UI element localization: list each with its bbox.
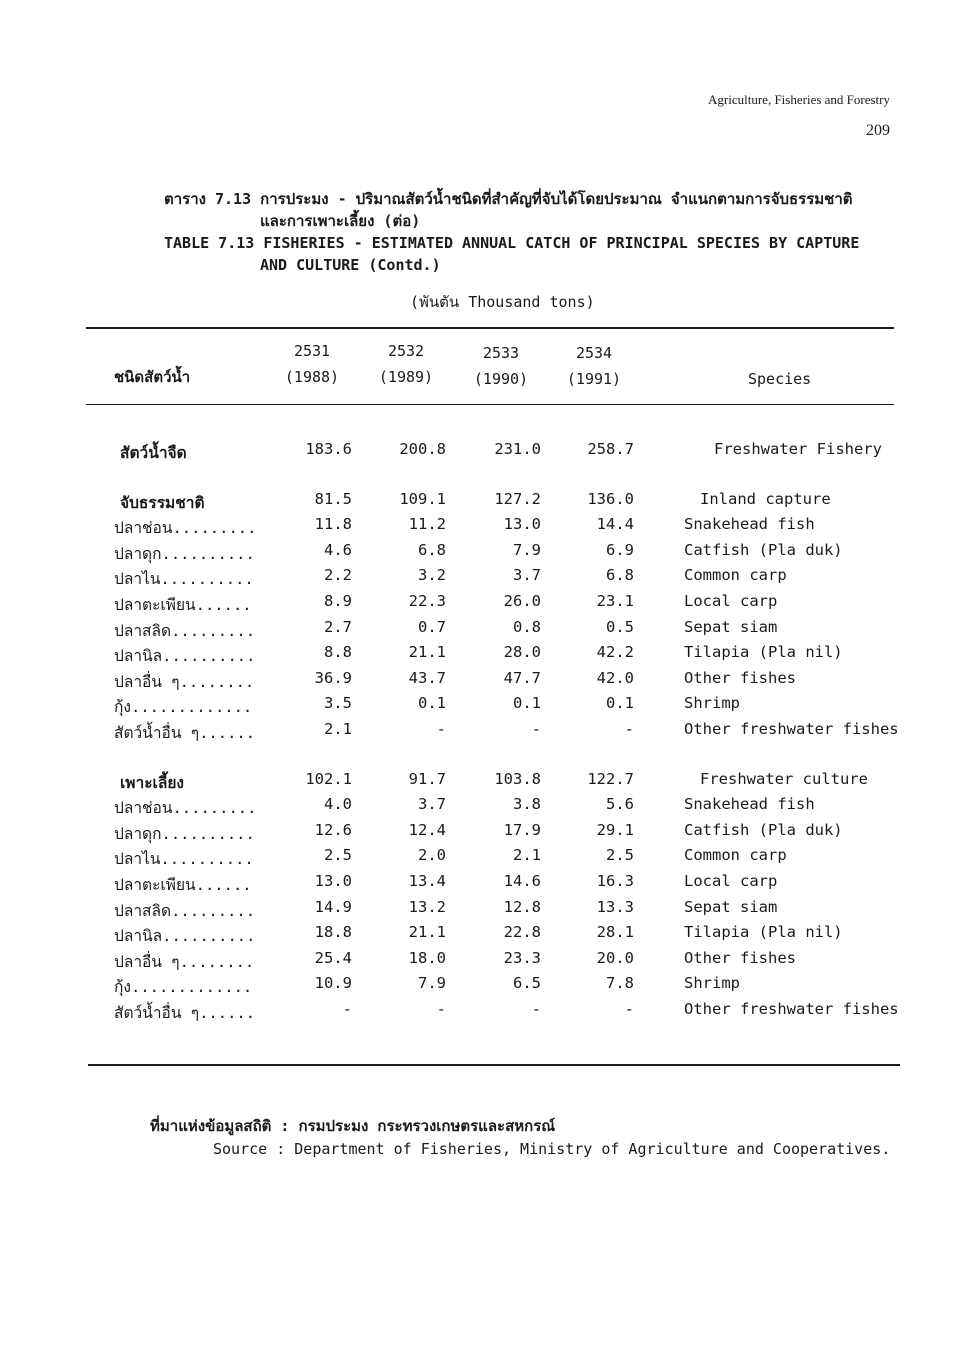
row-species-label: Snakehead fish xyxy=(684,515,815,534)
row-thai-label: เพาะเลี้ยง xyxy=(120,773,184,792)
table-row xyxy=(0,643,966,669)
value-1988: 8.9 xyxy=(324,591,352,610)
row-thai-label: ปลาอื่น ๆ........ xyxy=(114,952,255,971)
title-thai-line1: ตาราง 7.13 การประมง - ปริมาณสัตว์น้ำชนิดที่สำคัญที่จับได้โดยประมาณ จำแนกตามการจับธรรมชาติ xyxy=(164,190,853,208)
value-1991: 6.8 xyxy=(606,566,634,585)
source-english: Source : Department of Fisheries, Ministry of Agriculture and Cooperatives. xyxy=(213,1140,891,1158)
value-1991: 14.4 xyxy=(596,515,634,534)
table-row xyxy=(0,720,966,746)
column-head-year-4: 2534 (1991) xyxy=(566,344,622,388)
value-1990: 47.7 xyxy=(503,668,541,687)
value-1988: - xyxy=(342,999,352,1018)
value-1988: 36.9 xyxy=(314,668,352,687)
row-thai-label: ปลาสลิด......... xyxy=(114,901,256,920)
row-thai-label: กุ้ง............. xyxy=(114,698,253,717)
value-1990: 22.8 xyxy=(503,923,541,942)
value-1991: 0.5 xyxy=(606,617,634,636)
row-thai-label: ปลาไน.......... xyxy=(114,570,254,589)
value-1989: 3.2 xyxy=(418,566,446,585)
value-1989: 0.7 xyxy=(418,617,446,636)
value-1990: 103.8 xyxy=(494,769,541,788)
row-spacer xyxy=(0,466,966,490)
title-en-line1: TABLE 7.13 FISHERIES - ESTIMATED ANNUAL CATCH OF PRINCIPAL SPECIES BY CAPTURE xyxy=(164,234,860,252)
row-thai-label: ปลาดุก.......... xyxy=(114,824,255,843)
table-row xyxy=(0,846,966,872)
row-species-label: Other freshwater fishes xyxy=(684,999,899,1018)
value-1988: 81.5 xyxy=(314,489,352,508)
row-thai-label: ปลาดุก.......... xyxy=(114,544,255,563)
table-row xyxy=(0,898,966,924)
value-1988: 14.9 xyxy=(314,897,352,916)
table-row xyxy=(0,770,966,796)
value-1989: 18.0 xyxy=(408,948,446,967)
value-1990: - xyxy=(531,999,541,1018)
row-species-label: Freshwater Fishery xyxy=(714,440,882,458)
value-1991: 29.1 xyxy=(596,820,634,839)
value-1991: 42.0 xyxy=(596,668,634,687)
value-1988: 11.8 xyxy=(314,515,352,534)
row-species-label: Catfish (Pla duk) xyxy=(684,820,843,839)
row-species-label: Tilapia (Pla nil) xyxy=(684,643,843,662)
row-species-label: Other freshwater fishes xyxy=(684,719,899,738)
value-1989: 0.1 xyxy=(418,694,446,713)
value-1991: 2.5 xyxy=(606,846,634,865)
row-thai-label: ปลาตะเพียน...... xyxy=(114,595,252,614)
value-1991: 23.1 xyxy=(596,591,634,610)
value-1989: 91.7 xyxy=(408,769,446,788)
table-row xyxy=(0,541,966,567)
table-row xyxy=(0,821,966,847)
value-1989: 43.7 xyxy=(408,668,446,687)
column-head-year-2: 2532 (1989) xyxy=(378,342,434,386)
value-1991: 16.3 xyxy=(596,871,634,890)
table-row xyxy=(0,592,966,618)
value-1990: 14.6 xyxy=(503,871,541,890)
value-1989: 13.4 xyxy=(408,871,446,890)
value-1989: 21.1 xyxy=(408,923,446,942)
row-thai-label: ปลาช่อน......... xyxy=(114,519,257,538)
bottom-rule xyxy=(88,1064,900,1066)
row-thai-label: กุ้ง............. xyxy=(114,978,253,997)
table-row xyxy=(0,694,966,720)
table-row xyxy=(0,669,966,695)
value-1990: 28.0 xyxy=(503,643,541,662)
value-1990: 3.7 xyxy=(513,566,541,585)
value-1989: - xyxy=(436,719,446,738)
value-1989: 3.7 xyxy=(418,795,446,814)
row-species-label: Sepat siam xyxy=(684,897,778,916)
row-thai-label: สัตว์น้ำจืด xyxy=(120,444,187,462)
value-1989: 13.2 xyxy=(408,897,446,916)
table-row xyxy=(0,872,966,898)
row-species-label: Other fishes xyxy=(684,668,796,687)
value-1991: 5.6 xyxy=(606,795,634,814)
value-1990: 2.1 xyxy=(513,846,541,865)
row-species-label: Freshwater culture xyxy=(700,769,868,788)
table-body xyxy=(0,440,966,1025)
row-species-label: Shrimp xyxy=(684,694,740,713)
value-1991: - xyxy=(624,719,634,738)
value-1989: 7.9 xyxy=(418,974,446,993)
value-1989: 21.1 xyxy=(408,643,446,662)
value-1991: 258.7 xyxy=(587,440,634,458)
table-row xyxy=(0,490,966,516)
value-1989: 2.0 xyxy=(418,846,446,865)
table-title xyxy=(164,188,859,276)
value-1988: 2.2 xyxy=(324,566,352,585)
value-1990: 23.3 xyxy=(503,948,541,967)
value-1989: 200.8 xyxy=(399,440,446,458)
value-1990: 17.9 xyxy=(503,820,541,839)
row-species-label: Inland capture xyxy=(700,489,831,508)
value-1990: - xyxy=(531,719,541,738)
page-number: 209 xyxy=(866,122,890,139)
column-head-year-3: 2533 (1990) xyxy=(473,344,529,388)
value-1990: 0.8 xyxy=(513,617,541,636)
value-1991: 136.0 xyxy=(587,489,634,508)
value-1988: 2.1 xyxy=(324,719,352,738)
row-thai-label: ปลาสลิด......... xyxy=(114,621,256,640)
row-thai-label: ปลานิล.......... xyxy=(114,927,256,946)
table-row xyxy=(0,618,966,644)
title-thai-line2: และการเพาะเลี้ยง (ต่อ) xyxy=(260,212,421,230)
value-1989: 22.3 xyxy=(408,591,446,610)
value-1988: 2.7 xyxy=(324,617,352,636)
value-1990: 0.1 xyxy=(513,694,541,713)
row-species-label: Shrimp xyxy=(684,974,740,993)
value-1990: 13.0 xyxy=(503,515,541,534)
value-1988: 25.4 xyxy=(314,948,352,967)
row-thai-label: สัตว์น้ำอื่น ๆ...... xyxy=(114,723,256,742)
table-row xyxy=(0,440,966,466)
value-1988: 12.6 xyxy=(314,820,352,839)
value-1991: 0.1 xyxy=(606,694,634,713)
value-1989: 6.8 xyxy=(418,540,446,559)
value-1989: 12.4 xyxy=(408,820,446,839)
value-1991: 7.8 xyxy=(606,974,634,993)
value-1990: 7.9 xyxy=(513,540,541,559)
value-1988: 8.8 xyxy=(324,643,352,662)
value-1991: 28.1 xyxy=(596,923,634,942)
value-1991: 42.2 xyxy=(596,643,634,662)
value-1990: 127.2 xyxy=(494,489,541,508)
row-species-label: Local carp xyxy=(684,871,778,890)
row-thai-label: สัตว์น้ำอื่น ๆ...... xyxy=(114,1003,256,1022)
title-en-line2: AND CULTURE (Contd.) xyxy=(260,256,441,274)
value-1988: 18.8 xyxy=(314,923,352,942)
value-1988: 4.0 xyxy=(324,795,352,814)
value-1989: - xyxy=(436,999,446,1018)
value-1988: 10.9 xyxy=(314,974,352,993)
row-species-label: Sepat siam xyxy=(684,617,778,636)
table-row xyxy=(0,949,966,975)
value-1990: 26.0 xyxy=(503,591,541,610)
value-1988: 13.0 xyxy=(314,871,352,890)
value-1988: 2.5 xyxy=(324,846,352,865)
table-row xyxy=(0,515,966,541)
row-species-label: Other fishes xyxy=(684,948,796,967)
row-spacer xyxy=(0,746,966,770)
value-1991: 13.3 xyxy=(596,897,634,916)
row-thai-label: ปลาไน.......... xyxy=(114,850,254,869)
value-1990: 6.5 xyxy=(513,974,541,993)
value-1991: 122.7 xyxy=(587,769,634,788)
header-rule xyxy=(86,404,894,405)
section-header: Agriculture, Fisheries and Forestry xyxy=(708,92,890,107)
value-1990: 231.0 xyxy=(494,440,541,458)
column-head-year-1: 2531 (1988) xyxy=(284,342,340,386)
table-row xyxy=(0,566,966,592)
value-1988: 183.6 xyxy=(305,440,352,458)
value-1989: 109.1 xyxy=(399,489,446,508)
source-thai: ที่มาแห่งข้อมูลสถิติ : กรมประมง กระทรวงเกษตรและสหกรณ์ xyxy=(150,1117,556,1135)
unit-label: (พันตัน Thousand tons) xyxy=(410,293,595,311)
top-rule xyxy=(86,327,894,329)
value-1991: 6.9 xyxy=(606,540,634,559)
column-head-species: Species xyxy=(748,370,812,388)
table-row xyxy=(0,795,966,821)
value-1989: 11.2 xyxy=(408,515,446,534)
table-row xyxy=(0,1000,966,1026)
value-1991: 20.0 xyxy=(596,948,634,967)
column-head-thai: ชนิดสัตว์น้ำ xyxy=(114,368,191,386)
row-species-label: Snakehead fish xyxy=(684,795,815,814)
value-1990: 12.8 xyxy=(503,897,541,916)
row-species-label: Catfish (Pla duk) xyxy=(684,540,843,559)
table-row xyxy=(0,974,966,1000)
row-thai-label: ปลาช่อน......... xyxy=(114,799,257,818)
row-thai-label: ปลาตะเพียน...... xyxy=(114,875,252,894)
row-species-label: Local carp xyxy=(684,591,778,610)
value-1990: 3.8 xyxy=(513,795,541,814)
value-1988: 102.1 xyxy=(305,769,352,788)
row-species-label: Common carp xyxy=(684,566,787,585)
row-thai-label: ปลานิล.......... xyxy=(114,647,256,666)
row-thai-label: ปลาอื่น ๆ........ xyxy=(114,672,255,691)
table-row xyxy=(0,923,966,949)
value-1988: 4.6 xyxy=(324,540,352,559)
row-species-label: Tilapia (Pla nil) xyxy=(684,923,843,942)
row-thai-label: จับธรรมชาติ xyxy=(120,493,205,512)
value-1988: 3.5 xyxy=(324,694,352,713)
row-species-label: Common carp xyxy=(684,846,787,865)
value-1991: - xyxy=(624,999,634,1018)
